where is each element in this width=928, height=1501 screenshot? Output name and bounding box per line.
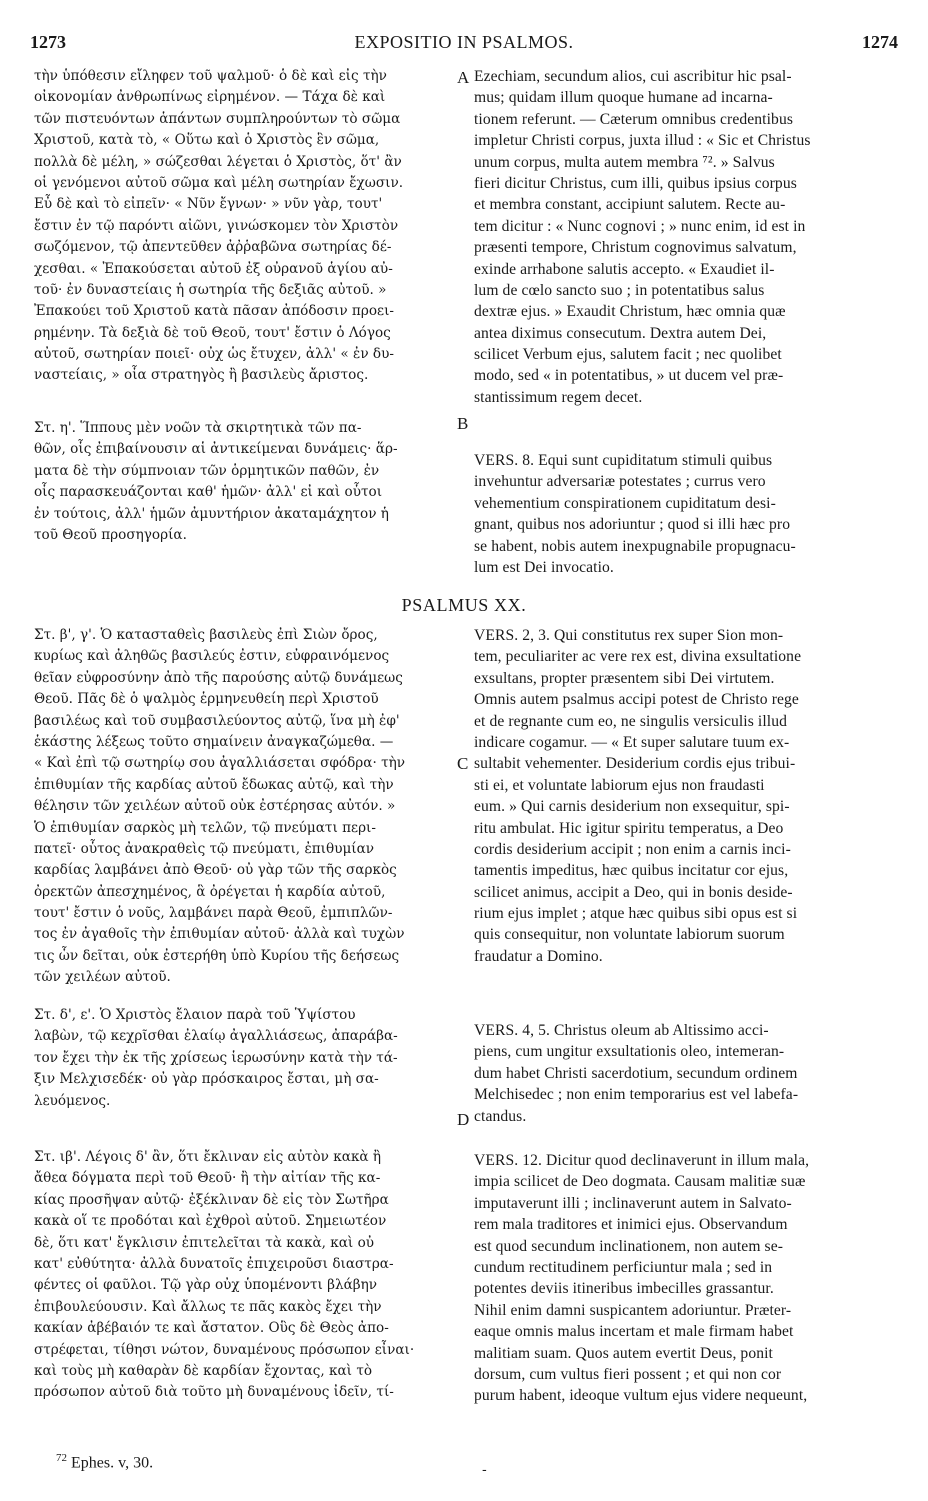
text-line: ἄθεα δόγματα περὶ τοῦ Θεοῦ· ἢ τὴν αἰτίαν τῆς κα- [34, 1170, 381, 1187]
footnote-number: 72 [56, 1452, 67, 1464]
latin-column-verse-8 [474, 450, 894, 578]
text-line: κακὰ οἵ τε προδόται καὶ ἐχθροὶ αὐτοῦ. Σημειωτέον [34, 1213, 387, 1230]
text-line: potentes deviis itineribus imbecilles grassantur. [474, 1280, 774, 1298]
text-line: θῶν, οἷς ἐπιβαίνουσιν αἱ ἀντικείμεναι δυνάμεις· ἅρ- [34, 441, 398, 458]
text-line: VERS. 4, 5. Christus oleum ab Altissimo acci- [474, 1022, 769, 1039]
latin-column-verses-2-3 [474, 625, 894, 967]
text-line: ρημένην. Τὰ δεξιὰ δὲ τοῦ Θεοῦ, τουτ' ἔστιν ὁ Λόγος [34, 324, 391, 341]
text-line: στρέφεται, τίθησι νώτον, δυναμένους πρόσωπον εἶναι· [34, 1341, 415, 1358]
text-line: θεῖαν εὐφροσύνην ἀπὸ τῆς παρούσης αὐτῷ δυνάμεως [34, 669, 403, 686]
text-line: αὐτοῦ, σωτηρίαν ποιεῖ· οὐχ ὡς ἔτυχεν, ἀλλ' « ἐν δυ- [34, 346, 394, 363]
text-line: πατεῖ· οὗτος ἀνακραθεὶς τῷ πνεύματι, ἐπιθυμίαν [34, 840, 375, 857]
greek-column-verses-4-5 [34, 1005, 452, 1112]
psalm-heading: PSALMUS XX. [401, 595, 527, 615]
text-line: sti ei, et voluntate labiorum ejus non fraudasti [474, 776, 765, 794]
text-line: scilicet Verbum ejus, salutem facit ; nec quolibet [474, 346, 782, 364]
text-line: κίας προσῆψαν αὐτῷ· ἐξέκλιναν δὲ εἰς τὸν Σωτῆρα [34, 1191, 389, 1208]
text-line: ἔστιν ἐν τῷ παρόντι αἰῶνι, γινώσκομεν τὸν Χριστὸν [34, 217, 399, 234]
text-line: σωζόμενον, τῷ ἀπεντεῦθεν ἀῤῥαβῶνα σωτηρίας δέ- [34, 239, 392, 256]
text-line: vehementium conspirationem cupiditatum desi- [474, 494, 776, 512]
text-line: tamentis impeditus, hæc quibus incitatur cor ejus, [474, 862, 789, 880]
text-line: quis consequitur, non voluntate labiorum suorum [474, 926, 785, 944]
text-line: purum habent, ideoque vultum ejus videre nequeunt, [474, 1387, 808, 1405]
text-line: λαβὼν, τῷ κεχρῖσθαι ἐλαίῳ ἀγαλλιάσεως, ἀπαράβα- [34, 1028, 398, 1045]
text-line: φέντες οἱ φαῦλοι. Τῷ γὰρ οὐχ ὑπομένοντι βλάβην [34, 1277, 378, 1294]
text-line: invehuntur adversariæ potestates ; currus vero [474, 473, 766, 491]
text-line: præsenti tempore, Christum cognovimus salvatum, [474, 239, 797, 257]
latin-column-intro [474, 66, 894, 408]
text-line: οἱ γενόμενοι αὐτοῦ σῶμα καὶ μέλη σωτηρίαν ἔχωσιν. [34, 174, 404, 191]
text-line: κακίαν ἀβέβαιόν τε καὶ ἄστατον. Οὓς δὲ Θεὸς ἀπο- [34, 1320, 389, 1337]
text-line: rium ejus implet ; atque hæc quibus sibi opus est si [474, 905, 798, 923]
text-line: πολλὰ δὲ μέλη, » σώζεσθαι λέγεται ὁ Χριστὸς, ὅτ' ἂν [34, 153, 402, 170]
text-line: τοῦ· ἐν δυναστείαις ἡ σωτηρία τῆς δεξιᾶς αὐτοῦ. » [34, 281, 387, 298]
text-line: dum habet Christi sacerdotium, secundum ordinem [474, 1064, 798, 1082]
margin-marker-c: C [457, 754, 469, 773]
text-line: ὀρεκτῶν ἀπεσχημένος, ἃ ὀρέγεται ἡ καρδία αὐτοῦ, [34, 883, 386, 900]
text-line: κατ' εὐθύτητα· ἀλλὰ δυνατοῖς ἐπιχειροῦσι διαστρα- [34, 1255, 394, 1272]
text-line: δὲ, ὅτι κατ' ἔγκλισιν ἐπιτελεῖται τὰ κακὰ, καὶ οὐ [34, 1234, 375, 1251]
text-line: ξιν Μελχισεδέκ· οὐ γὰρ πρόσκαιρος ἔσται, μὴ σα- [34, 1071, 379, 1088]
text-line: ναστείαις, » οἷα στρατηγὸς ἢ βασιλεὺς ἄριστος. [34, 367, 369, 384]
text-line: tionem referunt. — Cæterum omnibus credentibus [474, 110, 794, 128]
text-line: « Καὶ ἐπὶ τῷ σωτηρίῳ σου ἀγαλλιάσεται σφόδρα· τὴν [34, 755, 406, 772]
text-line: VERS. 12. Dicitur quod declinaverunt in illum mala, [474, 1152, 810, 1169]
margin-marker-d: D [457, 1110, 470, 1129]
text-line: ἐπιθυμίαν τῆς καρδίας αὐτοῦ ἔδωκας αὐτῷ, καὶ τὴν [34, 776, 394, 793]
text-line: indicare cogamur. — « Et super salutare tuum ex- [474, 733, 790, 751]
text-line: exinde arrhabone salutis accepto. « Exaudiet il- [474, 260, 775, 278]
text-line: Θεοῦ. Πᾶς δὲ ὁ ψαλμὸς ἑρμηνευθείη περὶ Χριστοῦ [34, 691, 379, 708]
text-line: scilicet animus, accipit a Deo, qui in bonis deside- [474, 883, 793, 901]
text-line: exsultans, propter præsentem sibi Dei virtutem. [474, 669, 775, 687]
text-line: ritu ambulat. Hic igitur spiritu temperatus, a Deo [474, 819, 784, 837]
text-line: ctandus. [474, 1107, 527, 1125]
text-line: οἰκονομίαν ἀνθρωπίνως εἰρημένον. — Τάχα δὲ καὶ [34, 89, 386, 106]
text-line: piens, cum ungitur exsultationis oleo, intemeran- [474, 1043, 785, 1061]
text-line: tem dicitur : « Nunc cognovi ; » nunc enim, id est in [474, 217, 806, 235]
margin-marker-a: A [457, 68, 470, 87]
text-line: τῶν χειλέων αὐτοῦ. [34, 969, 171, 986]
text-line: οἷς παρασκευάζονται καθ' ἡμῶν· ἀλλ' εἰ καὶ οὗτοι [34, 484, 383, 501]
text-line: fieri dicitur Christus, cum illi, quibus ipsius corpus [474, 174, 797, 192]
text-line: Στ. β', γ'. Ὁ κατασταθεὶς βασιλεὺς ἐπὶ Σιὼν ὄρος, [34, 627, 378, 643]
text-line: Στ. ιβ'. Λέγοις δ' ἂν, ὅτι ἔκλιναν εἰς αὐτὸν κακὰ ἢ [34, 1149, 382, 1165]
page-number-right: 1274 [862, 32, 898, 52]
text-line: ματα δὲ τὴν σύμπνοιαν τῶν ὁρμητικῶν παθῶν, ἐν [34, 462, 380, 479]
text-line: rem mala traditores et inimici ejus. Observandum [474, 1216, 788, 1234]
stray-print-mark: - [482, 1462, 487, 1478]
text-line: unum corpus, multa autem membra ⁷². » Salvus [474, 153, 775, 171]
text-line: πρόσωπον αὐτοῦ διὰ τοῦτο μὴ δυναμένους ἰδεῖν, τί- [34, 1384, 394, 1401]
text-line: θέλησιν τῶν χειλέων αὐτοῦ οὐκ ἐστέρησας αὐτόν. » [34, 798, 396, 815]
text-line: eum. » Qui carnis desiderium non exsequitur, spi- [474, 798, 790, 816]
text-line: antea diximus consecutum. Dextra autem Dei, [474, 324, 767, 342]
text-line: χεσθαι. « Ἐπακούσεται αὐτοῦ ἐξ οὐρανοῦ ἁγίου αὐ- [34, 260, 393, 277]
text-line: dextræ ejus. » Exaudit Christum, hæc omnia quæ [474, 303, 786, 321]
text-line: dorsum, cum vultus fieri possent ; et qui non cor [474, 1365, 782, 1383]
text-line: καὶ τοὺς μὴ καθαρὰν δὲ καρδίαν ἔχοντας, καὶ τὸ [34, 1362, 373, 1379]
latin-column-verses-4-5 [474, 1020, 894, 1127]
text-line: impletur Christi corpus, juxta illud : « Sic et Christus [474, 132, 811, 150]
text-line: VERS. 8. Equi sunt cupiditatum stimuli quibus [474, 452, 773, 469]
text-line: Ἐπακούει τοῦ Χριστοῦ κατὰ πᾶσαν ἀπόδοσιν προει- [34, 303, 394, 320]
text-line: βασιλέως καὶ τοῦ συμβασιλεύοντος αὐτῷ, ἵνα μὴ ἐφ' [34, 712, 400, 729]
text-line: ἑκάστης λέξεως τοῦτο σημαίνειν ἀναγκαζώμεθα. — [34, 733, 394, 750]
text-line: Omnis autem psalmus accipi potest de Christo rege [474, 691, 799, 709]
running-title: EXPOSITIO IN PSALMOS. [354, 32, 574, 52]
text-line: τον ἔχει τὴν ἐκ τῆς χρίσεως ἱερωσύνην κατὰ τὴν τά- [34, 1049, 398, 1066]
text-line: Ὁ ἐπιθυμίαν σαρκὸς μὴ τελῶν, τῷ πνεύματι περι- [34, 819, 376, 836]
text-line: Στ. δ', ε'. Ὁ Χριστὸς ἔλαιον παρὰ τοῦ Ὑψίστου [34, 1007, 356, 1023]
text-line: cundum rectitudinem perficiuntur mala ; sed in [474, 1258, 773, 1276]
greek-column-verse-12 [34, 1147, 452, 1404]
text-line: imputaverunt illi ; inclinaverunt autem in Salvato- [474, 1194, 792, 1212]
text-line: eaque omnis malus incertam et male firmam habet [474, 1323, 794, 1341]
text-line: τὴν ὑπόθεσιν εἴληφεν τοῦ ψαλμοῦ· ὁ δὲ καὶ εἰς τὴν [34, 68, 387, 84]
greek-column-verses-2-3 [34, 625, 452, 989]
text-line: καρδίας λαμβάνει ἀπὸ Θεοῦ· οὐ γὰρ τῶν τῆς σαρκὸς [34, 862, 397, 879]
text-line: τουτ' ἔστιν ὁ νοῦς, λαμβάνει παρὰ Θεοῦ, ἐμπιπλῶν- [34, 905, 393, 922]
text-line: τις ὧν δεῖται, οὐκ ἐστερήθη ὑπὸ Κυρίου τῆς δεήσεως [34, 947, 400, 964]
text-line: sultabit vehementer. Desiderium cordis ejus tribui- [474, 755, 796, 773]
footnote-text: Ephes. v, 30. [71, 1454, 154, 1472]
text-line: et de regnante cum eo, ne singulis versiculis illud [474, 712, 787, 730]
margin-marker-b: B [457, 414, 469, 433]
text-line: Εὖ δὲ καὶ τὸ εἰπεῖν· « Νῦν ἔγνων· » νῦν γὰρ, τουτ' [34, 196, 383, 213]
text-line: tem, peculiariter ac vere rex est, divina exsultatione [474, 648, 802, 666]
text-line: ἐν τούτοις, ἀλλ' ἡμῶν ἀμυντήριον ἀκαταμάχητον ἡ [34, 505, 389, 522]
text-line: Nihil enim damni suspicantem adoriuntur. Præter- [474, 1301, 792, 1319]
footnote [56, 1452, 153, 1472]
text-line: est quod secundum inclinationem, non autem se- [474, 1237, 784, 1255]
greek-column-intro [34, 66, 452, 387]
text-line: lum est Dei invocatio. [474, 558, 614, 576]
page-number-left: 1273 [30, 32, 66, 52]
text-line: λευόμενος. [34, 1092, 111, 1109]
text-line: fraudatur a Domino. [474, 947, 603, 965]
text-line: τῶν πιστευόντων ἁπάντων συμπληρούντων τὸ σῶμα [34, 110, 401, 127]
text-line: et membra constant, accipiunt salutem. Recte au- [474, 196, 786, 214]
text-line: VERS. 2, 3. Qui constitutus rex super Sion mon- [474, 627, 784, 644]
running-head [30, 32, 898, 58]
text-line: stantissimum regem decet. [474, 388, 643, 406]
text-line: τος ἐν ἀγαθοῖς τὴν ἐπιθυμίαν αὐτοῦ· ἀλλὰ καὶ τυχὼν [34, 926, 405, 943]
text-line: impia scilicet de Deo dogmata. Causam malitiæ suæ [474, 1173, 806, 1191]
text-line: Ezechiam, secundum alios, cui ascribitur hic psal- [474, 68, 792, 85]
text-line: Melchisedec ; non enim temporarius est vel labefa- [474, 1086, 799, 1104]
latin-column-verse-12 [474, 1150, 894, 1407]
text-line: mus; quidam illum quoque humane ad incarna- [474, 89, 773, 107]
text-line: lum de cœlo sancto suo ; in potentatibus salus [474, 281, 765, 299]
text-line: ἐπιβουλεύουσιν. Καὶ ἄλλως τε πᾶς κακὸς ἔχει τὴν [34, 1298, 382, 1315]
text-line: modo, sed « in potentatibus, » ut ducem vel præ- [474, 367, 784, 385]
text-line: cordis desiderium accipit ; non enim a carnis inci- [474, 840, 791, 858]
text-line: τοῦ Θεοῦ προσηγορία. [34, 526, 187, 543]
text-line: Στ. η'. Ἵππους μὲν νοῶν τὰ σκιρτητικὰ τῶν πα- [34, 420, 362, 436]
text-line: malitiam suam. Quos autem evertit Deus, ponit [474, 1344, 773, 1362]
greek-column-verse-8 [34, 418, 452, 546]
text-line: Χριστοῦ, κατὰ τὸ, « Οὕτω καὶ ὁ Χριστὸς ἓν σῶμα, [34, 132, 380, 149]
text-line: gnant, quibus nos adoriuntur ; quod si illi hæc pro [474, 516, 791, 534]
text-line: se habent, nobis autem inexpugnabile propugnacu- [474, 537, 796, 555]
text-line: κυρίως καὶ ἀληθῶς βασιλεύς ἐστιν, εὐφραινόμενος [34, 648, 390, 665]
